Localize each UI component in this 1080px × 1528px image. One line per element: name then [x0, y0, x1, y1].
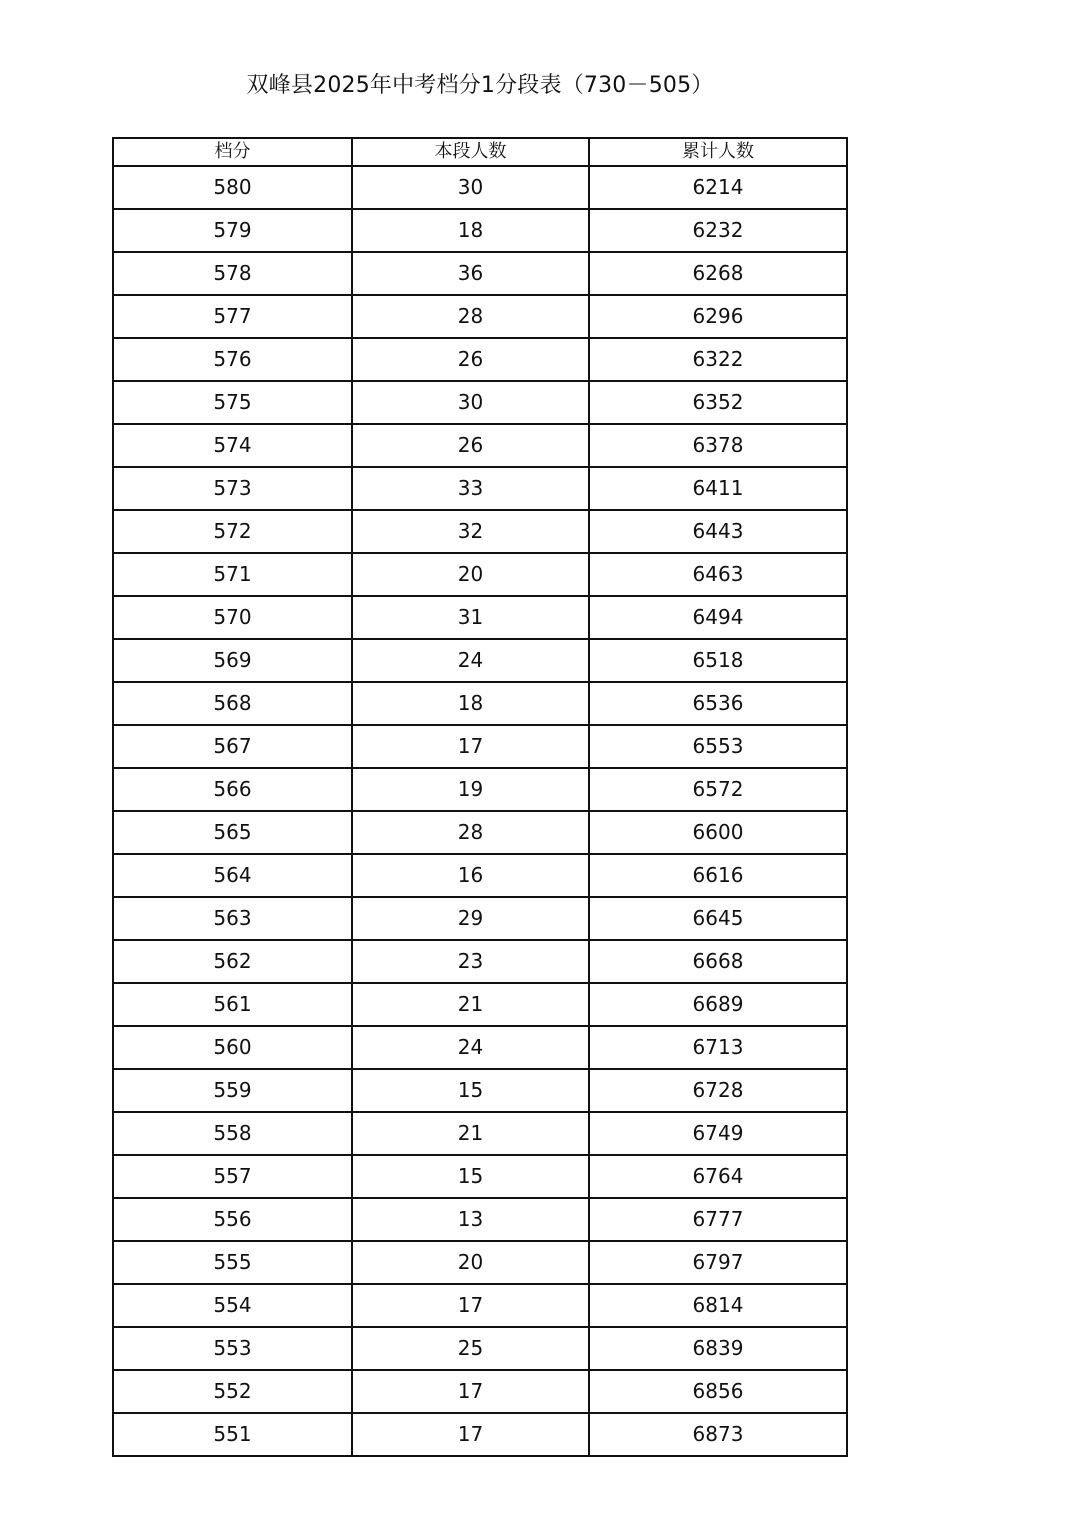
cumulative-count-cell: 6536 [589, 682, 847, 725]
segment-count-cell: 28 [352, 811, 589, 854]
table-row [113, 1069, 847, 1112]
score-cell: 575 [113, 381, 352, 424]
table-row [113, 639, 847, 682]
score-cell: 554 [113, 1284, 352, 1327]
table-row [113, 166, 847, 209]
table-row [113, 596, 847, 639]
table-row [113, 940, 847, 983]
score-cell: 576 [113, 338, 352, 381]
segment-count-cell: 36 [352, 252, 589, 295]
segment-count-cell: 20 [352, 553, 589, 596]
score-cell: 555 [113, 1241, 352, 1284]
segment-count-cell: 18 [352, 209, 589, 252]
cumulative-count-cell: 6322 [589, 338, 847, 381]
table-row [113, 424, 847, 467]
segment-count-cell: 20 [352, 1241, 589, 1284]
cumulative-count-cell: 6777 [589, 1198, 847, 1241]
cumulative-count-cell: 6689 [589, 983, 847, 1026]
segment-count-cell: 28 [352, 295, 589, 338]
page-title: 双峰县2025年中考档分1分段表（730－505） [246, 73, 714, 98]
score-cell: 562 [113, 940, 352, 983]
table-row [113, 1155, 847, 1198]
segment-count-cell: 15 [352, 1155, 589, 1198]
score-cell: 563 [113, 897, 352, 940]
table-row [113, 1112, 847, 1155]
score-cell: 572 [113, 510, 352, 553]
table-row [113, 1413, 847, 1456]
header-row [113, 138, 847, 166]
segment-count-cell: 17 [352, 1370, 589, 1413]
cumulative-count-cell: 6232 [589, 209, 847, 252]
table-row [113, 1026, 847, 1069]
score-cell: 558 [113, 1112, 352, 1155]
segment-count-cell: 13 [352, 1198, 589, 1241]
cumulative-count-cell: 6572 [589, 768, 847, 811]
cumulative-count-cell: 6600 [589, 811, 847, 854]
segment-count-cell: 17 [352, 725, 589, 768]
score-cell: 578 [113, 252, 352, 295]
score-cell: 579 [113, 209, 352, 252]
cumulative-count-cell: 6296 [589, 295, 847, 338]
table-row [113, 682, 847, 725]
cumulative-count-cell: 6749 [589, 1112, 847, 1155]
score-cell: 567 [113, 725, 352, 768]
header-cumulative-count: 累计人数 [589, 138, 847, 166]
table-row [113, 381, 847, 424]
segment-count-cell: 33 [352, 467, 589, 510]
table-row [113, 768, 847, 811]
segment-count-cell: 30 [352, 166, 589, 209]
table-row [113, 897, 847, 940]
cumulative-count-cell: 6873 [589, 1413, 847, 1456]
cumulative-count-cell: 6494 [589, 596, 847, 639]
segment-count-cell: 18 [352, 682, 589, 725]
table-row [113, 854, 847, 897]
cumulative-count-cell: 6616 [589, 854, 847, 897]
segment-count-cell: 17 [352, 1413, 589, 1456]
table-row [113, 252, 847, 295]
segment-count-cell: 24 [352, 639, 589, 682]
score-cell: 561 [113, 983, 352, 1026]
segment-count-cell: 30 [352, 381, 589, 424]
table-header [113, 138, 847, 166]
segment-count-cell: 15 [352, 1069, 589, 1112]
score-cell: 570 [113, 596, 352, 639]
cumulative-count-cell: 6797 [589, 1241, 847, 1284]
table-row [113, 1327, 847, 1370]
cumulative-count-cell: 6352 [589, 381, 847, 424]
cumulative-count-cell: 6814 [589, 1284, 847, 1327]
table-row [113, 209, 847, 252]
table-row [113, 811, 847, 854]
table-row [113, 1198, 847, 1241]
segment-count-cell: 17 [352, 1284, 589, 1327]
segment-count-cell: 26 [352, 338, 589, 381]
segment-count-cell: 21 [352, 1112, 589, 1155]
cumulative-count-cell: 6518 [589, 639, 847, 682]
segment-count-cell: 29 [352, 897, 589, 940]
score-cell: 565 [113, 811, 352, 854]
cumulative-count-cell: 6728 [589, 1069, 847, 1112]
header-score: 档分 [113, 138, 352, 166]
score-cell: 556 [113, 1198, 352, 1241]
cumulative-count-cell: 6553 [589, 725, 847, 768]
segment-count-cell: 32 [352, 510, 589, 553]
segment-count-cell: 23 [352, 940, 589, 983]
score-cell: 560 [113, 1026, 352, 1069]
cumulative-count-cell: 6713 [589, 1026, 847, 1069]
score-cell: 569 [113, 639, 352, 682]
segment-count-cell: 16 [352, 854, 589, 897]
cumulative-count-cell: 6411 [589, 467, 847, 510]
table-row [113, 983, 847, 1026]
cumulative-count-cell: 6839 [589, 1327, 847, 1370]
segment-count-cell: 24 [352, 1026, 589, 1069]
cumulative-count-cell: 6645 [589, 897, 847, 940]
cumulative-count-cell: 6268 [589, 252, 847, 295]
table-row [113, 467, 847, 510]
table-row [113, 338, 847, 381]
score-cell: 552 [113, 1370, 352, 1413]
cumulative-count-cell: 6764 [589, 1155, 847, 1198]
cumulative-count-cell: 6856 [589, 1370, 847, 1413]
score-cell: 566 [113, 768, 352, 811]
score-cell: 564 [113, 854, 352, 897]
score-cell: 574 [113, 424, 352, 467]
table-row [113, 1370, 847, 1413]
cumulative-count-cell: 6463 [589, 553, 847, 596]
table-row [113, 510, 847, 553]
score-cell: 571 [113, 553, 352, 596]
table-row [113, 1241, 847, 1284]
score-cell: 573 [113, 467, 352, 510]
table-row [113, 553, 847, 596]
segment-count-cell: 25 [352, 1327, 589, 1370]
cumulative-count-cell: 6214 [589, 166, 847, 209]
segment-count-cell: 19 [352, 768, 589, 811]
segment-count-cell: 26 [352, 424, 589, 467]
segment-count-cell: 21 [352, 983, 589, 1026]
table-row [113, 725, 847, 768]
score-cell: 553 [113, 1327, 352, 1370]
segment-count-cell: 31 [352, 596, 589, 639]
score-cell: 559 [113, 1069, 352, 1112]
score-table [112, 137, 848, 1457]
header-segment-count: 本段人数 [352, 138, 589, 166]
table-row [113, 295, 847, 338]
cumulative-count-cell: 6378 [589, 424, 847, 467]
cumulative-count-cell: 6668 [589, 940, 847, 983]
table-row [113, 1284, 847, 1327]
cumulative-count-cell: 6443 [589, 510, 847, 553]
table-body [113, 166, 847, 1456]
score-cell: 551 [113, 1413, 352, 1456]
score-cell: 568 [113, 682, 352, 725]
score-cell: 577 [113, 295, 352, 338]
score-cell: 557 [113, 1155, 352, 1198]
score-cell: 580 [113, 166, 352, 209]
